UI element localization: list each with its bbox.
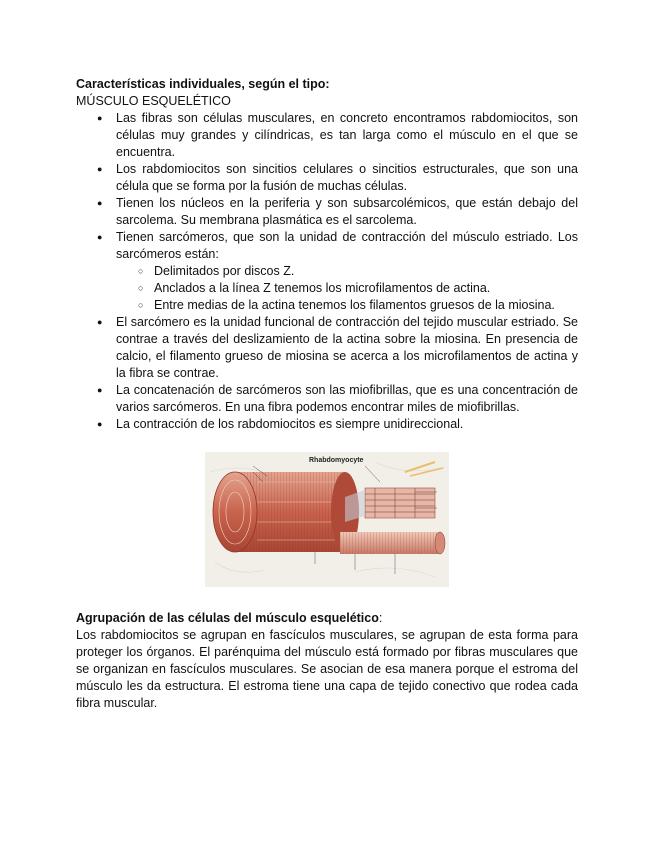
sub-list-item: ○ Delimitados por discos Z. — [116, 263, 578, 280]
list-item-text: Tienen sarcómeros, que son la unidad de contracción del músculo estriado. Los sarcómeros están: — [116, 230, 578, 261]
sub-bullet-list — [116, 263, 578, 314]
fiber-bundle-shape — [213, 472, 359, 552]
list-item: ● Los rabdomiocitos son sincitios celulares o sincitios estructurales, que son una célula que se forma por la fusión de muchas células. — [76, 161, 578, 195]
sub-list-item: ○ Entre medias de la actina tenemos los filamentos gruesos de la miosina. — [116, 297, 578, 314]
section-heading-line — [76, 610, 578, 627]
section-heading: Características individuales, según el tipo: — [76, 77, 330, 91]
list-item: ● El sarcómero es la unidad funcional de contracción del tejido muscular estriado. Se contrae a través del deslizamiento de la actina sobre la miosina. En presencia de calcio, el filamento grueso de miosina se acerca a los microfilamentos de actina y la fibra se contrae. — [76, 314, 578, 382]
sub-list-item: ○ Anclados a la línea Z tenemos los microfilamentos de actina. — [116, 280, 578, 297]
section-subheading: MÚSCULO ESQUELÉTICO — [76, 94, 231, 108]
section-paragraph: Los rabdomiocitos se agrupan en fascículos musculares, se agrupan de esta forma para proteger los órganos. El parénquima del músculo está formado por fibras musculares que se organizan en fascículos musculares. Se asocian de esa manera porque el estroma del músculo les da estructura. El estroma tiene una capa de tejido conectivo que rodea cada fibra muscular. — [76, 628, 578, 710]
heading-colon: : — [378, 611, 383, 625]
list-item: ● Tienen los núcleos en la periferia y son subsarcolémicos, que están debajo del sarcolema. Su membrana plasmática es el sarcolema. — [76, 195, 578, 229]
document-body — [76, 76, 578, 433]
bullet-list — [76, 110, 578, 433]
grouping-section — [76, 610, 578, 712]
muscle-fiber-illustration — [205, 452, 449, 587]
list-item: ● La contracción de los rabdomiocitos es siempre unidireccional. — [76, 416, 578, 433]
list-item: ● Las fibras son células musculares, en concreto encontramos rabdomiocitos, son células muy grandes y cilíndricas, es tan larga como el músculo en el que se encuentra. — [76, 110, 578, 161]
myofibril-shape — [340, 532, 445, 554]
muscle-fiber-diagram — [205, 452, 449, 587]
figure-title: Rhabdomyocyte — [309, 457, 364, 464]
list-item — [76, 229, 578, 314]
list-item: ● La concatenación de sarcómeros son las miofibrillas, que es una concentración de varios sarcómeros. En una fibra podemos encontrar miles de miofibrillas. — [76, 382, 578, 416]
section-heading: Agrupación de las células del músculo esquelético — [76, 611, 379, 625]
